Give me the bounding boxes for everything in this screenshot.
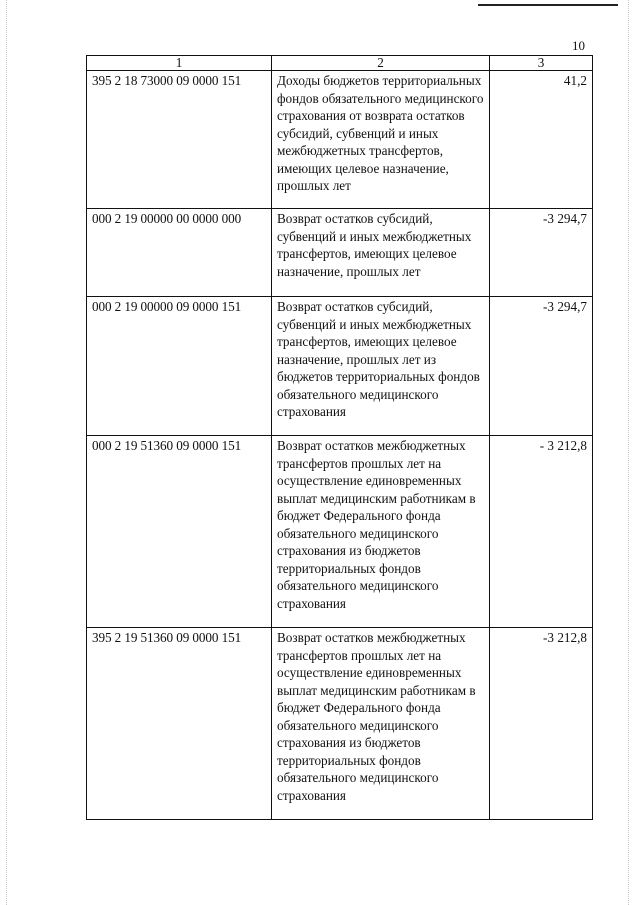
table-row <box>87 436 593 628</box>
table-row <box>87 297 593 436</box>
amount-cell: -3 294,7 <box>490 209 593 297</box>
column-header-amount: 3 <box>490 56 593 71</box>
budget-code-cell: 000 2 19 00000 09 0000 151 <box>87 297 272 436</box>
column-header-name: 2 <box>272 56 490 71</box>
budget-code-cell: 395 2 18 73000 09 0000 151 <box>87 71 272 209</box>
budget-code-cell: 000 2 19 00000 00 0000 000 <box>87 209 272 297</box>
amount-cell: 41,2 <box>490 71 593 209</box>
page-number: 10 <box>572 38 585 53</box>
top-border-line <box>478 4 618 6</box>
income-name-cell: Возврат остатков межбюджетных трансфертов прошлых лет на осуществление единовременных выплат медицинским работникам в бюджет Федерального фонда обязательного медицинского страхования из бюджетов территориальных фондов обязательного медицинского страхования <box>272 628 490 820</box>
table-header-row <box>87 56 593 71</box>
income-name-cell: Возврат остатков субсидий, субвенций и иных межбюджетных трансфертов, имеющих целевое назначение, прошлых лет <box>272 209 490 297</box>
table-row <box>87 209 593 297</box>
income-name-cell: Доходы бюджетов территориальных фондов обязательного медицинского страхования от возврата остатков субсидий, субвенций и иных межбюджетных трансфертов, имеющих целевое назначение, прошлых лет <box>272 71 490 209</box>
scan-left-edge <box>6 0 8 905</box>
scan-right-edge <box>628 0 630 905</box>
table-row <box>87 628 593 820</box>
column-header-code: 1 <box>87 56 272 71</box>
amount-cell: -3 294,7 <box>490 297 593 436</box>
budget-table <box>86 55 593 820</box>
income-name-cell: Возврат остатков субсидий, субвенций и иных межбюджетных трансфертов, имеющих целевое назначение, прошлых лет из бюджетов территориальных фондов обязательного медицинского страхования <box>272 297 490 436</box>
budget-code-cell: 395 2 19 51360 09 0000 151 <box>87 628 272 820</box>
table-row <box>87 71 593 209</box>
amount-cell: - 3 212,8 <box>490 436 593 628</box>
income-name-cell: Возврат остатков межбюджетных трансфертов прошлых лет на осуществление единовременных выплат медицинским работникам в бюджет Федерального фонда обязательного медицинского страхования из бюджетов территориальных фондов обязательного медицинского страхования <box>272 436 490 628</box>
amount-cell: -3 212,8 <box>490 628 593 820</box>
budget-code-cell: 000 2 19 51360 09 0000 151 <box>87 436 272 628</box>
